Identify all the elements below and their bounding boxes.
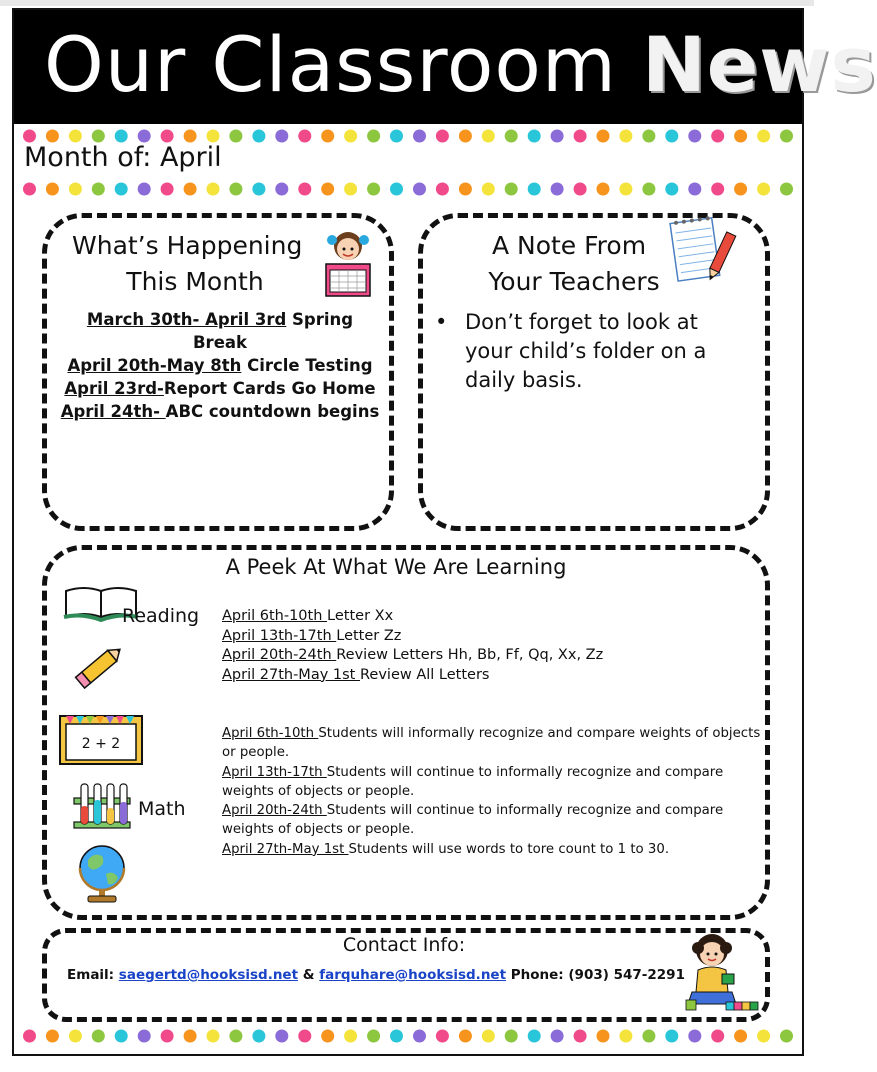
border-dot [229,183,242,196]
border-dot [367,183,380,196]
notepad-pencil-icon [668,214,736,286]
border-dot [344,183,357,196]
border-dot [780,130,793,143]
border-dot [482,130,495,143]
list-item [60,400,380,423]
girl-calendar-icon [320,228,376,300]
border-dot [161,183,174,196]
happening-title-1: What’s Happening [72,231,303,260]
border-dot [252,130,265,143]
list-item [222,724,762,763]
border-dot [551,1030,564,1043]
border-dot [574,130,587,143]
border-dot [92,183,105,196]
border-dot [184,130,197,143]
item-date: April 23rd- [64,379,164,398]
border-dot [138,130,151,143]
test-tubes-icon [72,780,132,830]
border-dot [275,1030,288,1043]
border-dot [115,183,128,196]
border-dot [413,130,426,143]
border-dot [344,130,357,143]
border-dot [574,183,587,196]
border-dot [138,183,151,196]
border-dot [367,130,380,143]
border-dot [207,1030,220,1043]
border-dot [161,130,174,143]
item-date: April 20th-24th [222,803,327,819]
reading-list [222,607,742,685]
border-dot [688,130,701,143]
border-dot [390,130,403,143]
border-dot [459,130,472,143]
math-label: Math [138,798,186,820]
border-dot [780,183,793,196]
border-dot [505,183,518,196]
item-date: April 20th-May 8th [67,356,242,375]
border-dot [734,183,747,196]
border-dot [688,1030,701,1043]
border-dot [459,1030,472,1043]
item-desc: Review All Letters [359,666,490,683]
border-dot [619,183,632,196]
border-dot [298,130,311,143]
border-dot [69,1030,82,1043]
chalkboard-icon [58,712,144,766]
note-text: Don’t forget to look at your child’s folder on a daily basis. [465,310,707,392]
border-dot [665,130,678,143]
border-dot [367,1030,380,1043]
item-desc: Letter Xx [327,608,394,624]
item-desc: Circle Testing [241,356,373,375]
border-dot [482,1030,495,1043]
border-dot [321,183,334,196]
note-bullet: • [435,310,448,334]
border-dot [711,130,724,143]
top-edge [0,0,814,6]
page-title [44,20,877,109]
border-dot [207,183,220,196]
border-dot [252,183,265,196]
title-banner [14,10,877,124]
chalkboard-text: 2 + 2 [81,736,121,752]
border-dot [161,1030,174,1043]
border-dot [505,130,518,143]
border-dot [229,1030,242,1043]
border-dot [275,130,288,143]
email-link-2[interactable]: farquhare@hooksisd.net [319,967,507,983]
border-dot [436,183,449,196]
border-dot [619,1030,632,1043]
border-dot [138,1030,151,1043]
border-dot [528,183,541,196]
border-dot [757,183,770,196]
happening-title-2: This Month [126,267,264,296]
border-dot [734,130,747,143]
math-list [222,724,762,859]
item-desc: Students will use words to tore count to 1 to 30. [348,841,670,857]
reading-label: Reading [122,605,200,627]
contact-title: Contact Info: [342,934,466,956]
dot-border-top [18,129,798,143]
border-dot [642,130,655,143]
border-dot [528,130,541,143]
border-dot [619,130,632,143]
item-date: April 6th-10th [222,608,328,624]
events-list [60,308,380,423]
border-dot [459,183,472,196]
item-desc: ABC countdown begins [165,402,380,421]
dot-border-bottom [18,1029,798,1043]
border-dot [597,130,610,143]
border-dot [390,183,403,196]
border-dot [642,183,655,196]
border-dot [505,1030,518,1043]
item-desc: Spring Break [192,310,354,352]
border-dot [734,1030,747,1043]
list-item [60,354,380,377]
border-dot [207,130,220,143]
border-dot [115,1030,128,1043]
item-date: March 30th- April 3rd [86,310,287,329]
border-dot [69,130,82,143]
email-label: Email: [67,967,119,983]
border-dot [321,1030,334,1043]
item-desc: Students will informally recognize and compare weights of objects or people. [222,726,761,761]
border-dot [23,130,36,143]
border-dot [23,1030,36,1043]
list-item [60,308,380,354]
border-dot [688,183,701,196]
border-dot [597,183,610,196]
border-dot [46,183,59,196]
list-item [222,666,742,686]
border-dot [482,183,495,196]
border-dot [574,1030,587,1043]
border-dot [46,130,59,143]
border-dot [436,1030,449,1043]
item-date: April 13th-17th [222,764,327,780]
globe-icon [74,840,130,904]
item-desc: Report Cards Go Home [163,379,376,398]
list-item [60,377,380,400]
border-dot [711,1030,724,1043]
border-dot [436,130,449,143]
dot-border-middle [18,182,798,196]
border-dot [711,183,724,196]
item-date: April 6th-10th [222,726,319,741]
border-dot [780,1030,793,1043]
border-dot [92,1030,105,1043]
border-dot [528,1030,541,1043]
email-link-1[interactable]: saegertd@hooksisd.net [118,967,299,983]
border-dot [665,1030,678,1043]
border-dot [184,183,197,196]
list-item [222,627,742,647]
item-date: April 24th- [60,402,166,421]
item-date: April 20th-24th [222,647,337,663]
border-dot [115,130,128,143]
list-item [222,646,742,666]
item-date: April 27th-May 1st [222,666,360,683]
list-item [222,801,762,840]
border-dot [69,183,82,196]
border-dot [757,1030,770,1043]
border-dot [551,183,564,196]
border-dot [321,130,334,143]
border-dot [390,1030,403,1043]
border-dot [92,130,105,143]
learning-title: A Peek At What We Are Learning [225,555,567,579]
border-dot [252,1030,265,1043]
phone-text: Phone: (903) 547-2291 [506,967,685,983]
item-date: April 27th-May 1st [222,841,349,857]
border-dot [46,1030,59,1043]
border-dot [344,1030,357,1043]
border-dot [757,130,770,143]
border-dot [275,183,288,196]
border-dot [413,183,426,196]
note-title-1: A Note From [491,231,647,260]
pencil-icon [72,640,128,692]
title-accent: News [642,20,877,109]
border-dot [413,1030,426,1043]
item-desc: Students will continue to informally recognize and compare weights of objects or people. [222,764,724,799]
item-desc: Letter Zz [336,627,402,644]
month-line: Month of: April [24,142,222,173]
item-desc: Students will continue to informally recognize and compare weights of objects or people. [222,803,724,838]
list-item [222,840,762,859]
list-item [222,607,742,627]
title-main: Our Classroom [44,20,643,109]
contact-line [44,967,708,983]
note-title-2: Your Teachers [488,267,660,296]
border-dot [23,183,36,196]
border-dot [665,183,678,196]
girl-blocks-icon [682,930,762,1014]
border-dot [298,183,311,196]
item-date: April 13th-17th [222,627,337,644]
border-dot [184,1030,197,1043]
border-dot [597,1030,610,1043]
list-item [222,763,762,802]
border-dot [642,1030,655,1043]
item-desc: Review Letters Hh, Bb, Ff, Qq, Xx, Zz [336,647,604,663]
border-dot [229,130,242,143]
email-separator: & [298,967,320,983]
border-dot [551,130,564,143]
border-dot [298,1030,311,1043]
